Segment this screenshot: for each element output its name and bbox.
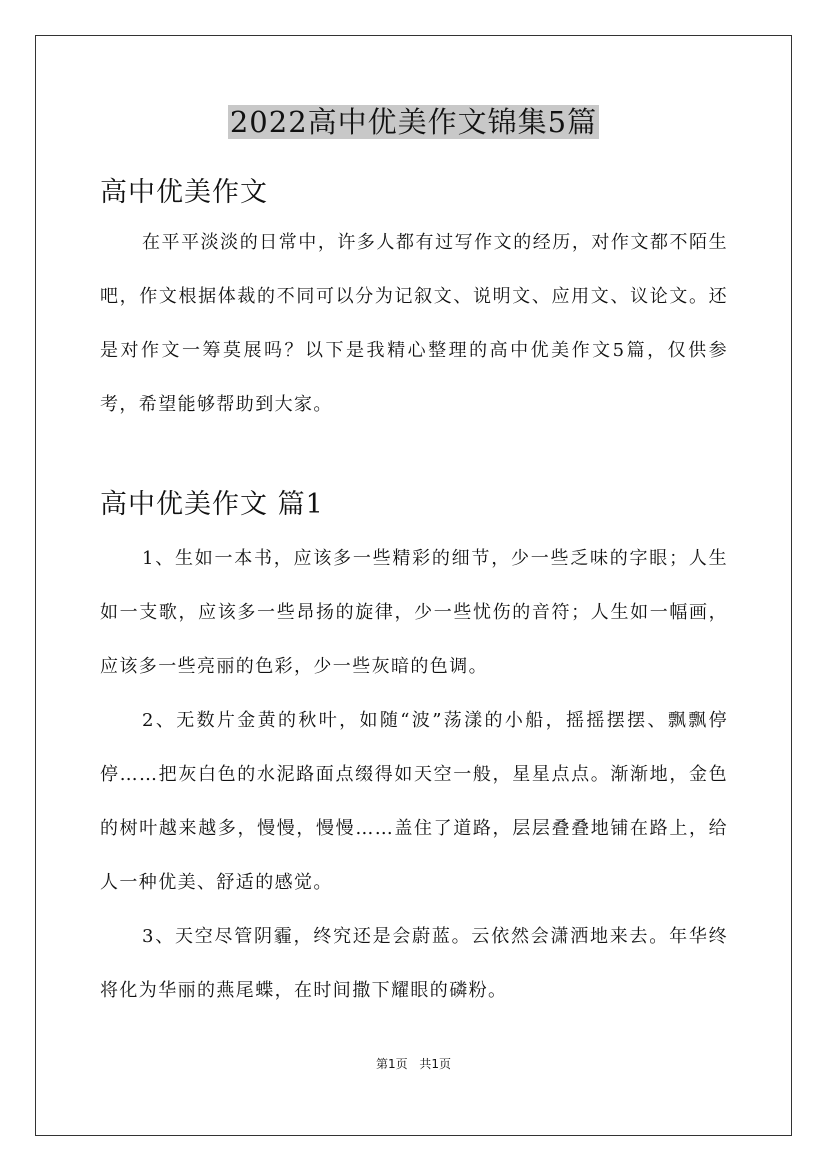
section-1-paragraph: 2、无数片金黄的秋叶，如随“波”荡漾的小船，摇摇摆摆、飘飘停停……把灰白色的水泥路面点缀得如天空一般，星星点点。渐渐地，金色的树叶越来越多，慢慢，慢慢……盖住了道路，层层叠叠地铺在路上，给人一种优美、舒适的感觉。 [100,710,728,893]
document-body [100,170,728,1018]
document-title [0,100,827,144]
intro-heading: 高中优美作文 [100,177,268,208]
section-1-heading: 高中优美作文 篇1 [100,489,324,520]
document-title-text: 2022高中优美作文锦集5篇 [229,105,598,139]
page-number: 第1页 [375,1057,408,1071]
section-1-paragraph: 1、生如一本书，应该多一些精彩的细节，少一些乏味的字眼；人生如一支歌，应该多一些昂扬的旋律，少一些忧伤的音符；人生如一幅画，应该多一些亮丽的色彩，少一些灰暗的色调。 [100,548,728,677]
section-1-paragraph: 3、天空尽管阴霾，终究还是会蔚蓝。云依然会潇洒地来去。年华终将化为华丽的燕尾蝶，在时间撒下耀眼的磷粉。 [100,926,728,1001]
page-total: 共1页 [419,1057,452,1071]
intro-paragraph: 在平平淡淡的日常中，许多人都有过写作文的经历，对作文都不陌生吧，作文根据体裁的不同可以分为记叙文、说明文、应用文、议论文。还是对作文一筹莫展吗？以下是我精心整理的高中优美作文5篇，仅供参考，希望能够帮助到大家。 [100,232,728,415]
page-footer [0,1056,827,1072]
